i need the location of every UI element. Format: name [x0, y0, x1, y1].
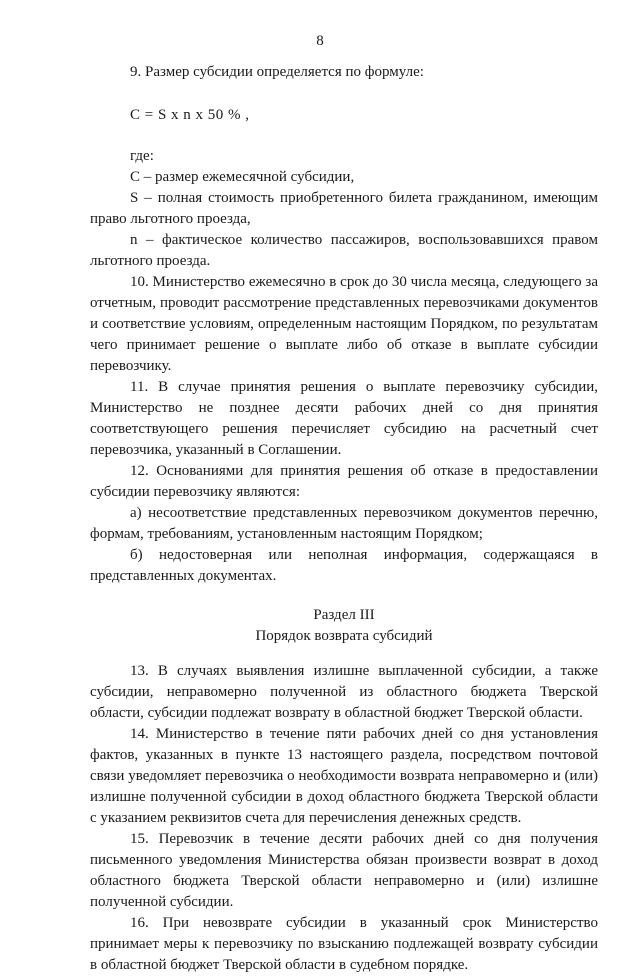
paragraph-15: 15. Перевозчик в течение десяти рабочих дней со дня получения письменного уведомления Министерства обязан произвести возврат в доход областного бюджета Тверской области неправомерно и (или) излишне полученной субсидии.	[90, 831, 598, 910]
subsidy-formula: C = S x n x 50 % ,	[130, 107, 250, 123]
spacer	[90, 126, 598, 146]
paragraph-12-b: б) недостоверная или неполная информация, содержащаяся в представленных документах.	[90, 547, 598, 584]
paragraph-9: 9. Размер субсидии определяется по формуле:	[130, 64, 424, 80]
definition-s: S – полная стоимость приобретенного билета гражданином, имеющим право льготного проезда,	[90, 190, 598, 227]
definitions-where: где:	[130, 148, 154, 164]
paragraph-11: 11. В случае принятия решения о выплате перевозчику субсидии, Министерство не позднее десяти рабочих дней со дня принятия соответствующего решения перечисляет субсидию на расчетный счет перевозчика, указанный в Соглашении.	[90, 379, 598, 458]
document-body	[90, 62, 598, 976]
section-title: Порядок возврата субсидий	[255, 628, 433, 644]
definition-c: С – размер ежемесячной субсидии,	[130, 169, 355, 185]
paragraph-12: 12. Основаниями для принятия решения об отказе в предоставлении субсидии перевозчику являются:	[90, 463, 598, 500]
paragraph-16: 16. При невозврате субсидии в указанный срок Министерство принимает меры к перевозчику по взысканию подлежащей возврату субсидии в областной бюджет Тверской области в судебном порядке.	[90, 915, 598, 973]
paragraph-10: 10. Министерство ежемесячно в срок до 30 числа месяца, следующего за отчетным, проводит рассмотрение представленных перевозчиками документов и соответствие условиям, определенным настоящим Порядком, по результатам чего принимает решение о выплате либо об отказе в выплате субсидии перевозчику.	[90, 274, 598, 374]
paragraph-13: 13. В случаях выявления излишне выплаченной субсидии, а также субсидии, неправомерно полученной из областного бюджета Тверской области, субсидии подлежат возврату в областной бюджет Тверской области.	[90, 663, 598, 721]
page-number: 8	[316, 33, 324, 49]
paragraph-12-a: а) несоответствие представленных перевозчиком документов перечню, формам, требованиям, установленным настоящим Порядком;	[90, 505, 598, 542]
definition-n: n – фактическое количество пассажиров, воспользовавшихся правом льготного проезда.	[90, 232, 598, 269]
section-number: Раздел III	[313, 607, 375, 623]
paragraph-14: 14. Министерство в течение пяти рабочих дней со дня установления фактов, указанных в пункте 13 настоящего раздела, посредством почтовой связи уведомляет перевозчика о необходимости возврата неправомерно и (или) излишне полученной субсидии в доход областного бюджета Тверской области с указанием реквизитов счета для перечисления денежных средств.	[90, 726, 598, 826]
